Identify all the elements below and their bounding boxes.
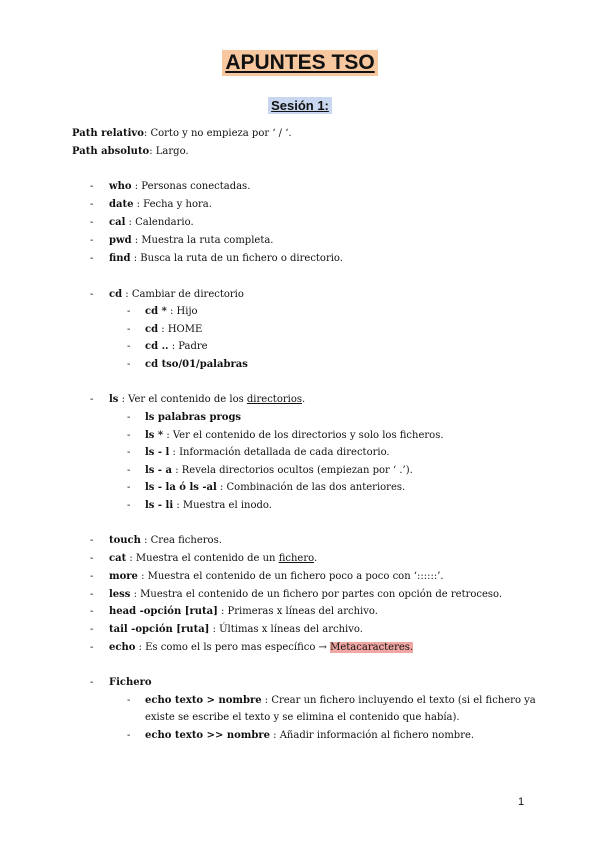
list-item: ls - a : Revela directorios ocultos (empiezan por ‘ .’). [145,465,413,476]
list-item: cd tso/01/palabras [145,359,248,370]
bullet-dash: - [127,341,131,352]
list-item: echo : Es como el ls pero mas específico → Metacaracteres. [109,642,414,653]
bullet-dash: - [90,289,94,300]
page-number: 1 [518,796,525,808]
bullet-dash: - [127,695,131,706]
list-item: ls * : Ver el contenido de los directorios y solo los ficheros. [145,430,444,441]
list-item: ls - l : Información detallada de cada directorio. [145,447,390,458]
bullet-dash: - [90,535,94,546]
list-item: who : Personas conectadas. [109,181,251,192]
bullet-dash: - [127,412,131,423]
list-item: date : Fecha y hora. [109,199,212,210]
path-relative-line: Path relativo: Corto y no empieza por ‘ / ‘. [72,128,292,139]
bullet-dash: - [90,553,94,564]
list-item: cd .. : Padre [145,341,208,352]
list-item: touch : Crea ficheros. [109,535,222,546]
bullet-dash: - [127,306,131,317]
list-item: echo texto >> nombre : Añadir información al fichero nombre. [145,730,475,741]
bullet-dash: - [127,500,131,511]
bullet-dash: - [127,430,131,441]
bullet-dash: - [127,482,131,493]
list-item: cal : Calendario. [109,217,194,228]
bullet-dash: - [90,606,94,617]
list-item: cat : Muestra el contenido de un fichero. [109,553,318,564]
bullet-dash: - [90,589,94,600]
path-absolute-line: Path absoluto: Largo. [72,146,189,157]
bullet-dash: - [90,571,94,582]
document-title: APUNTES TSO [0,50,600,76]
list-item: ls palabras progs [145,412,242,423]
list-item: cd : Cambiar de directorio [109,289,244,300]
bullet-dash: - [127,359,131,370]
bullet-dash: - [90,253,94,264]
fichero-link[interactable]: fichero [278,553,314,564]
bullet-dash: - [90,624,94,635]
list-item: pwd : Muestra la ruta completa. [109,235,274,246]
session-heading: Sesión 1: [0,95,600,114]
bullet-dash: - [90,235,94,246]
bullet-dash: - [127,447,131,458]
list-item: ls : Ver el contenido de los directorios. [109,394,306,405]
list-item: find : Busca la ruta de un fichero o directorio. [109,253,343,264]
bullet-dash: - [90,217,94,228]
directorios-link[interactable]: directorios [246,394,302,405]
bullet-dash: - [90,199,94,210]
list-item: cd * : Hijo [145,306,198,317]
list-item: cd : HOME [145,324,203,335]
bullet-dash: - [90,677,94,688]
list-item: head -opción [ruta] : Primeras x líneas del archivo. [109,606,378,617]
bullet-dash: - [90,394,94,405]
list-item: less : Muestra el contenido de un fichero por partes con opción de retroceso. [109,589,503,600]
list-item: ls - la ó ls -al : Combinación de las dos anteriores. [145,482,406,493]
bullet-dash: - [90,642,94,653]
list-item: ls - li : Muestra el inodo. [145,500,272,511]
bullet-dash: - [90,181,94,192]
list-item: Fichero [109,677,152,688]
list-item: echo texto > nombre : Crear un fichero incluyendo el texto (si el fichero ya [145,695,536,706]
list-item-continuation: existe se escribe el texto y se elimina el contenido que había). [145,712,460,723]
arrow-icon: → [318,642,327,653]
metacaracteres-highlight: Metacaracteres. [330,642,414,653]
list-item: tail -opción [ruta] : Últimas x líneas del archivo. [109,624,363,635]
bullet-dash: - [127,465,131,476]
bullet-dash: - [127,730,131,741]
list-item: more : Muestra el contenido de un fichero poco a poco con ‘::::::’. [109,571,444,582]
bullet-dash: - [127,324,131,335]
